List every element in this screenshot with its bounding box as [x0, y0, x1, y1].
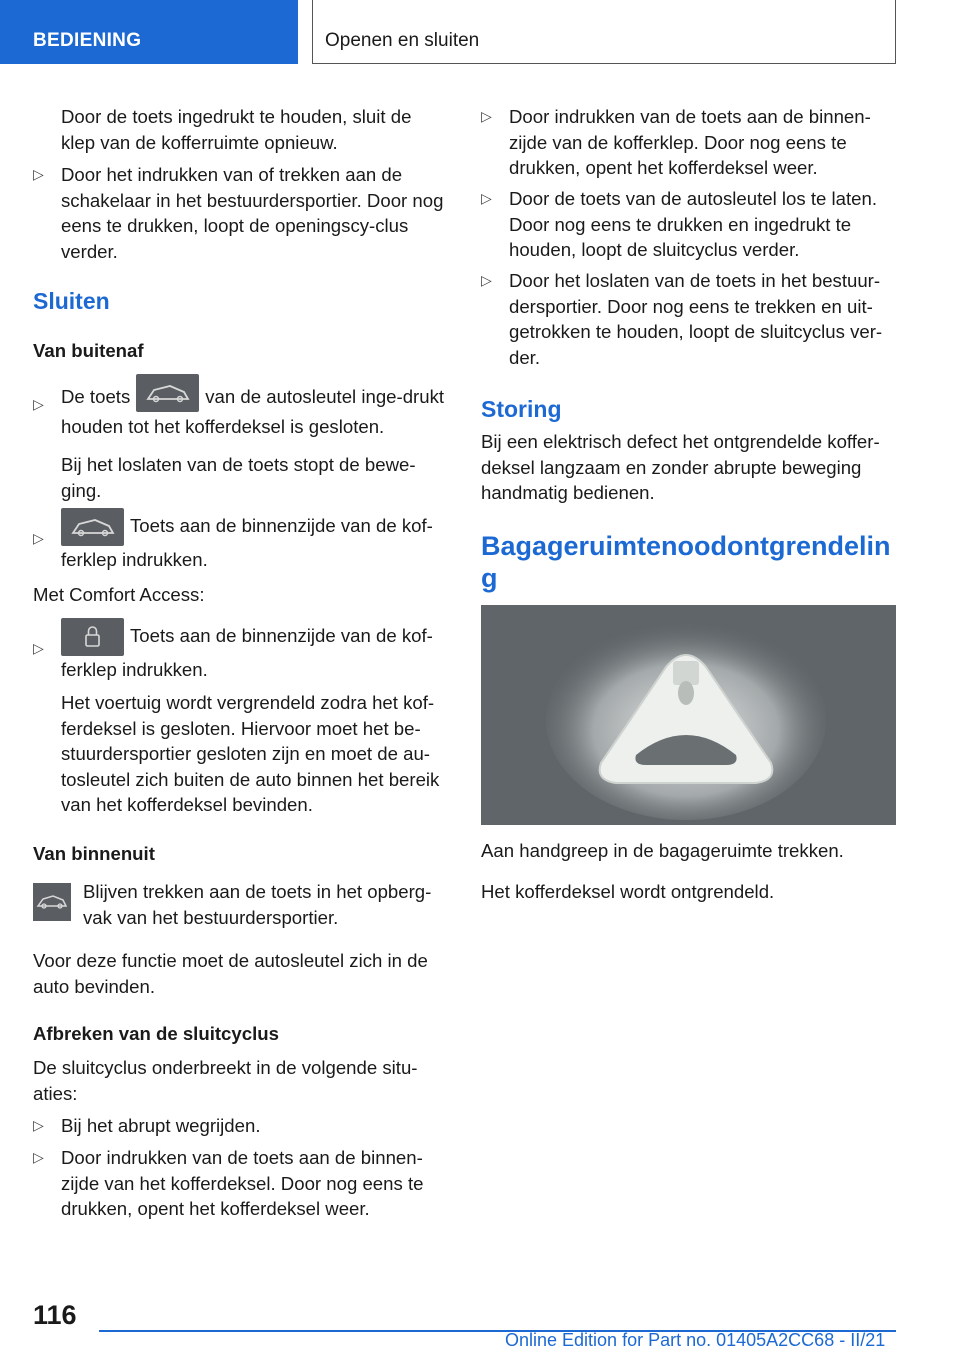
trunk-button-icon — [33, 883, 71, 921]
heading-afbreken: Afbreken van de sluitcyclus — [33, 1023, 279, 1044]
triangle-bullet-icon: ▷ — [33, 166, 44, 182]
list-item-text: De toets — [61, 386, 131, 407]
triangle-bullet-icon: ▷ — [33, 1117, 44, 1133]
heading-bagageruimte: Bagageruimtenoodontgrendelin g — [481, 531, 891, 593]
list-item-text: Door indrukken van de toets aan de binnen‐zijde van het kofferdeksel. Door nog eens te drukken, opent het kofferdeksel weer. — [61, 1147, 424, 1219]
paragraph: Met Comfort Access: — [33, 584, 205, 605]
list-item — [481, 268, 896, 370]
triangle-bullet-icon: ▷ — [481, 108, 492, 124]
trunk-button-icon — [136, 374, 199, 412]
paragraph: De sluitcyclus onderbreekt in de volgende situ‐aties: — [33, 1057, 418, 1104]
list-item — [33, 1145, 445, 1222]
page-number: 116 — [33, 1300, 77, 1330]
list-item-text: van de autosleutel inge‐drukt houden tot het kofferdeksel is gesloten. — [61, 386, 445, 438]
paragraph: Door de toets ingedrukt te houden, sluit de klep van de kofferruimte opnieuw. — [61, 106, 412, 153]
list-item-text: Toets aan de binnenzijde van de kof‐ferklep indrukken. — [61, 624, 433, 680]
list-item-text: Door het indrukken van of trekken aan de schakelaar in het bestuurdersportier. Door nog eens te drukken, loopt de openingscy‐clus verder. — [61, 164, 444, 262]
heading-storing: Storing — [481, 396, 562, 422]
paragraph: Voor deze functie moet de autosleutel zich in de auto bevinden. — [33, 950, 428, 997]
triangle-bullet-icon: ▷ — [33, 1149, 44, 1165]
list-item-text: Door het loslaten van de toets in het bestuur‐dersportier. Door nog eens te trekken en uit‐getrokken te houden, loopt de sluitcyclus ver‐der. — [509, 270, 883, 368]
heading-van-binnenuit: Van binnenuit — [33, 843, 155, 864]
heading-sluiten: Sluiten — [33, 288, 110, 314]
list-item-text: Door indrukken van de toets aan de binnen‐zijde van de kofferklep. Door nog eens te drukken, opent het kofferdeksel weer. — [509, 106, 871, 178]
list-item — [33, 1113, 445, 1139]
list-item — [33, 382, 445, 442]
paragraph: Bij een elektrisch defect het ontgrendelde koffer‐deksel langzaam en zonder abrupte beweging handmatig bedienen. — [481, 431, 880, 503]
trunk-button-icon — [61, 508, 124, 546]
page-title: Openen en sluiten — [325, 30, 480, 51]
list-item — [33, 162, 445, 264]
caption: Aan handgreep in de bagageruimte trekken. — [481, 840, 844, 861]
list-item-text: Bij het abrupt wegrijden. — [61, 1115, 261, 1136]
triangle-bullet-icon: ▷ — [481, 190, 492, 206]
list-item — [481, 186, 896, 263]
section-tab: BEDIENING — [0, 0, 298, 64]
triangle-bullet-icon: ▷ — [33, 640, 44, 656]
list-item-text: Door de toets van de autosleutel los te laten. Door nog eens te drukken en ingedrukt te houden, loopt de sluitcyclus verder. — [509, 188, 877, 260]
list-item-text: Toets aan de binnenzijde van de kof‐ferklep indrukken. — [61, 514, 433, 570]
heading-van-buitenaf: Van buitenaf — [33, 340, 144, 361]
triangle-bullet-icon: ▷ — [33, 396, 44, 412]
triangle-bullet-icon: ▷ — [33, 530, 44, 546]
triangle-bullet-icon: ▷ — [481, 272, 492, 288]
caption: Het kofferdeksel wordt ontgrendeld. — [481, 881, 775, 902]
list-item — [481, 104, 896, 181]
lock-button-icon — [61, 618, 124, 656]
paragraph: Blijven trekken aan de toets in het opberg‐vak van het bestuurdersportier. — [83, 881, 432, 928]
emergency-release-handle-photo — [481, 605, 896, 825]
paragraph: Het voertuig wordt vergrendeld zodra het kof‐ferdeksel is gesloten. Hiervoor moet het be‐stuurdersportier gesloten zijn en moet de au‐tosleutel zich buiten de auto binnen het bereik van het kofferdeksel bevinden. — [61, 692, 440, 815]
list-item — [33, 618, 445, 684]
edition-info: Online Edition for Part no. 01405A2CC68 - II/21 — [505, 1330, 886, 1350]
list-item — [33, 508, 445, 574]
paragraph: Bij het loslaten van de toets stopt de bewe‐ging. — [61, 454, 416, 501]
